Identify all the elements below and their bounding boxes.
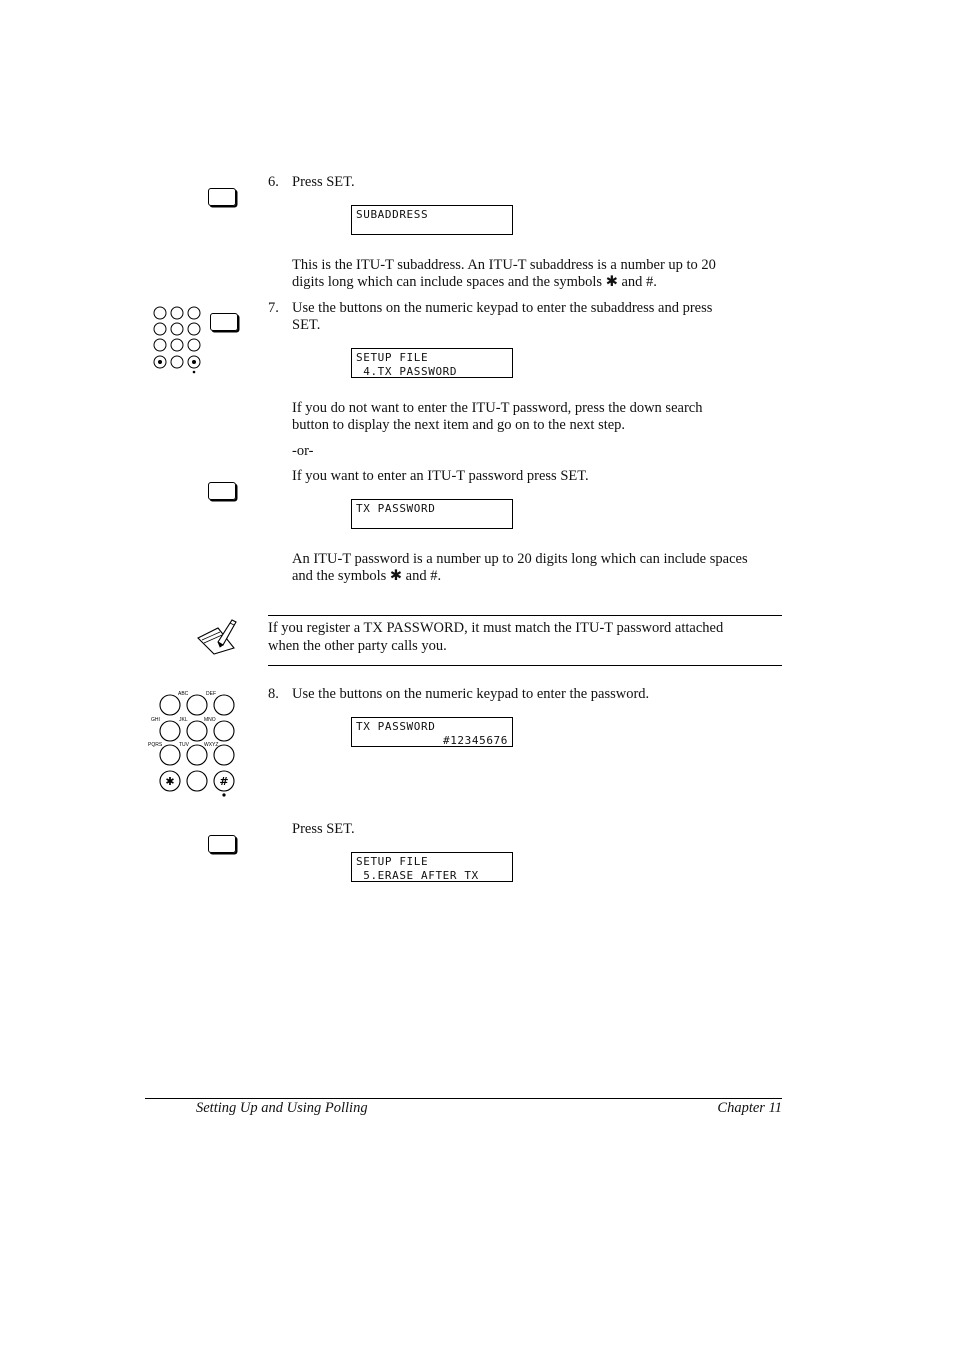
keypad-letters-wxyz: WXYZ: [204, 742, 219, 748]
keypad-letters-abc: ABC: [178, 691, 189, 697]
note-bottom-rule: [268, 665, 782, 666]
note-text: If you register a TX PASSWORD, it must match the ITU-T password attached when the other party calls you.: [268, 620, 724, 654]
lcd-display: TX PASSWORD #12345676: [351, 717, 513, 747]
star-key-symbol: ✱: [165, 775, 175, 788]
lcd-display: SETUP FILE 4.TX PASSWORD: [351, 348, 513, 378]
paragraph: An ITU-T password is a number up to 20 digits long which can include spaces and the symbols ✱ and #.: [292, 551, 748, 584]
step-number: 6.: [268, 174, 279, 190]
lcd-display: SUBADDRESS: [351, 205, 513, 235]
large-keypad-icon: [146, 690, 242, 805]
footer-rule: [145, 1098, 782, 1099]
keypad-letters-pqrs: PQRS: [148, 742, 163, 748]
note-top-rule: [268, 615, 782, 616]
step-text: Use the buttons on the numeric keypad to enter the password.: [292, 686, 650, 702]
set-key-icon: [208, 188, 236, 206]
or-separator: -or-: [292, 443, 314, 459]
keypad-letters-def: DEF: [206, 691, 216, 697]
paragraph: If you want to enter an ITU-T password press SET.: [292, 468, 589, 484]
set-key-icon: [208, 835, 236, 853]
step-number: 7.: [268, 300, 279, 316]
step-text: Press SET.: [292, 174, 355, 190]
step-text: Use the buttons on the numeric keypad to enter the subaddress and press SET.: [292, 300, 713, 333]
footer-section-title: Setting Up and Using Polling: [196, 1100, 368, 1116]
footer-chapter: Chapter 11: [717, 1100, 782, 1116]
keypad-letters-jkl: JKL: [179, 717, 188, 723]
hash-key-symbol: #: [219, 775, 229, 788]
paragraph: If you do not want to enter the ITU-T password, press the down search button to display the next item and go on to the next step.: [292, 400, 703, 433]
lcd-display: TX PASSWORD: [351, 499, 513, 529]
set-key-icon: [210, 313, 238, 331]
keypad-letters-ghi: GHI: [151, 717, 160, 723]
keypad-letters-tuv: TUV: [179, 742, 189, 748]
set-key-icon: [208, 482, 236, 500]
keypad-letters-mno: MNO: [204, 717, 216, 723]
step-number: 8.: [268, 686, 279, 702]
paragraph: This is the ITU-T subaddress. An ITU-T subaddress is a number up to 20 digits long which can include spaces and the symbols ✱ and #.: [292, 257, 716, 290]
small-keypad-icon: [146, 303, 208, 380]
lcd-display: SETUP FILE 5.ERASE AFTER TX: [351, 852, 513, 882]
step-text: Press SET.: [292, 821, 355, 837]
note-pencil-icon: [196, 616, 240, 661]
